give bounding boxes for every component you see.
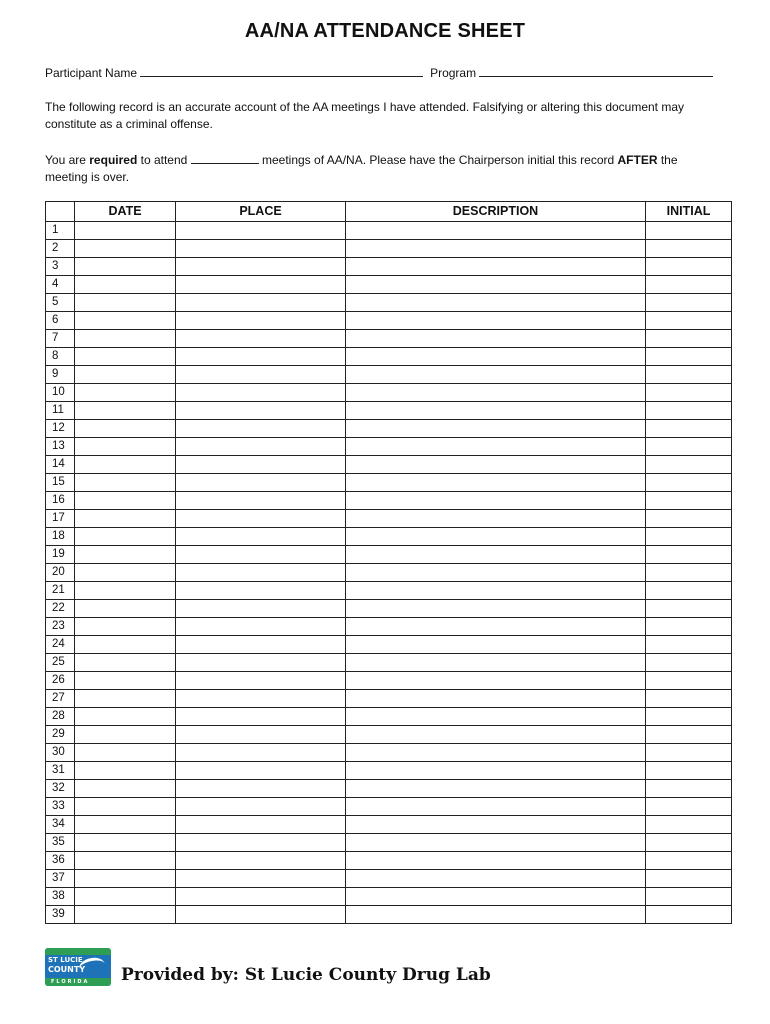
initial-cell[interactable] — [646, 636, 732, 654]
description-cell[interactable] — [346, 294, 646, 312]
date-cell[interactable] — [75, 384, 176, 402]
table-row — [46, 906, 732, 924]
description-cell[interactable] — [346, 510, 646, 528]
description-cell[interactable] — [346, 672, 646, 690]
table-row — [46, 798, 732, 816]
date-cell[interactable] — [75, 366, 176, 384]
date-cell[interactable] — [75, 582, 176, 600]
date-cell[interactable] — [75, 654, 176, 672]
attendance-table — [45, 201, 732, 924]
place-cell[interactable] — [176, 870, 346, 888]
initial-cell[interactable] — [646, 870, 732, 888]
description-cell[interactable] — [346, 582, 646, 600]
table-row — [46, 402, 732, 420]
table-row — [46, 474, 732, 492]
date-cell[interactable] — [75, 870, 176, 888]
row-number: 17 — [46, 510, 75, 528]
initial-cell[interactable] — [646, 582, 732, 600]
row-number: 7 — [46, 330, 75, 348]
initial-cell[interactable] — [646, 600, 732, 618]
row-number: 32 — [46, 780, 75, 798]
notice-text — [45, 99, 735, 133]
initial-cell[interactable] — [646, 258, 732, 276]
program-label: Program — [430, 66, 477, 80]
place-cell[interactable] — [176, 492, 346, 510]
place-cell[interactable] — [176, 690, 346, 708]
place-cell[interactable] — [176, 348, 346, 366]
row-number: 19 — [46, 546, 75, 564]
description-cell[interactable] — [346, 420, 646, 438]
row-number: 13 — [46, 438, 75, 456]
description-cell[interactable] — [346, 546, 646, 564]
initial-cell[interactable] — [646, 366, 732, 384]
place-cell[interactable] — [176, 330, 346, 348]
table-row — [46, 726, 732, 744]
place-cell[interactable] — [176, 618, 346, 636]
place-cell[interactable] — [176, 312, 346, 330]
description-cell[interactable] — [346, 258, 646, 276]
table-row — [46, 744, 732, 762]
place-cell[interactable] — [176, 366, 346, 384]
table-row — [46, 366, 732, 384]
row-number: 15 — [46, 474, 75, 492]
date-cell[interactable] — [75, 780, 176, 798]
initial-cell[interactable] — [646, 762, 732, 780]
description-cell[interactable] — [346, 744, 646, 762]
header-number — [46, 202, 75, 222]
place-cell[interactable] — [176, 636, 346, 654]
description-cell[interactable] — [346, 906, 646, 924]
requirement-text — [45, 151, 735, 186]
program-field[interactable] — [479, 64, 713, 77]
row-number: 1 — [46, 222, 75, 240]
description-cell[interactable] — [346, 726, 646, 744]
date-cell[interactable] — [75, 726, 176, 744]
row-number: 30 — [46, 744, 75, 762]
description-cell[interactable] — [346, 888, 646, 906]
initial-cell[interactable] — [646, 690, 732, 708]
place-cell[interactable] — [176, 438, 346, 456]
place-cell[interactable] — [176, 798, 346, 816]
table-row — [46, 870, 732, 888]
initial-cell[interactable] — [646, 456, 732, 474]
row-number: 31 — [46, 762, 75, 780]
description-cell[interactable] — [346, 834, 646, 852]
date-cell[interactable] — [75, 708, 176, 726]
row-number: 36 — [46, 852, 75, 870]
table-row — [46, 762, 732, 780]
date-cell[interactable] — [75, 618, 176, 636]
description-cell[interactable] — [346, 438, 646, 456]
place-cell[interactable] — [176, 276, 346, 294]
date-cell[interactable] — [75, 600, 176, 618]
description-cell[interactable] — [346, 780, 646, 798]
row-number: 23 — [46, 618, 75, 636]
initial-cell[interactable] — [646, 546, 732, 564]
description-cell[interactable] — [346, 276, 646, 294]
table-row — [46, 528, 732, 546]
row-number: 39 — [46, 906, 75, 924]
place-cell[interactable] — [176, 654, 346, 672]
date-cell[interactable] — [75, 564, 176, 582]
date-cell[interactable] — [75, 420, 176, 438]
date-cell[interactable] — [75, 762, 176, 780]
requirement-line-1 — [45, 151, 735, 169]
date-cell[interactable] — [75, 690, 176, 708]
description-cell[interactable] — [346, 330, 646, 348]
table-row — [46, 852, 732, 870]
date-cell[interactable] — [75, 456, 176, 474]
row-number: 16 — [46, 492, 75, 510]
place-cell[interactable] — [176, 510, 346, 528]
description-cell[interactable] — [346, 636, 646, 654]
initial-cell[interactable] — [646, 744, 732, 762]
row-number: 18 — [46, 528, 75, 546]
place-cell[interactable] — [176, 294, 346, 312]
initial-cell[interactable] — [646, 492, 732, 510]
requirement-post: the — [657, 153, 678, 167]
row-number: 33 — [46, 798, 75, 816]
description-cell[interactable] — [346, 870, 646, 888]
table-row — [46, 294, 732, 312]
table-row — [46, 222, 732, 240]
row-number: 35 — [46, 834, 75, 852]
description-cell[interactable] — [346, 222, 646, 240]
row-number: 26 — [46, 672, 75, 690]
initial-cell[interactable] — [646, 888, 732, 906]
table-row — [46, 330, 732, 348]
place-cell[interactable] — [176, 258, 346, 276]
requirement-mid-2: meetings of AA/NA. Please have the Chairperson initial this record — [258, 153, 618, 167]
row-number: 21 — [46, 582, 75, 600]
initial-cell[interactable] — [646, 528, 732, 546]
row-number: 24 — [46, 636, 75, 654]
place-cell[interactable] — [176, 582, 346, 600]
header-initial: INITIAL — [646, 202, 732, 222]
place-cell[interactable] — [176, 528, 346, 546]
description-cell[interactable] — [346, 348, 646, 366]
date-cell[interactable] — [75, 474, 176, 492]
place-cell[interactable] — [176, 222, 346, 240]
place-cell[interactable] — [176, 546, 346, 564]
date-cell[interactable] — [75, 492, 176, 510]
table-row — [46, 816, 732, 834]
row-number: 20 — [46, 564, 75, 582]
date-cell[interactable] — [75, 438, 176, 456]
place-cell[interactable] — [176, 474, 346, 492]
place-cell[interactable] — [176, 834, 346, 852]
initial-cell[interactable] — [646, 798, 732, 816]
description-cell[interactable] — [346, 618, 646, 636]
table-row — [46, 618, 732, 636]
table-row — [46, 456, 732, 474]
row-number: 37 — [46, 870, 75, 888]
initial-cell[interactable] — [646, 708, 732, 726]
requirement-line-2: meeting is over. — [45, 170, 130, 184]
date-cell[interactable] — [75, 312, 176, 330]
required-emphasis: required — [89, 153, 138, 167]
table-row — [46, 258, 732, 276]
date-cell[interactable] — [75, 744, 176, 762]
initial-cell[interactable] — [646, 402, 732, 420]
description-cell[interactable] — [346, 852, 646, 870]
notice-line-2: constitute as a criminal offense. — [45, 117, 213, 131]
date-cell[interactable] — [75, 240, 176, 258]
st-lucie-county-logo: ST LUCIE COUNTY FLORIDA — [45, 948, 111, 986]
date-cell[interactable] — [75, 348, 176, 366]
participant-line — [45, 64, 735, 82]
participant-name-field[interactable] — [140, 64, 423, 77]
row-number: 3 — [46, 258, 75, 276]
row-number: 28 — [46, 708, 75, 726]
place-cell[interactable] — [176, 384, 346, 402]
table-row — [46, 492, 732, 510]
table-row — [46, 690, 732, 708]
table-row — [46, 888, 732, 906]
description-cell[interactable] — [346, 366, 646, 384]
table-row — [46, 348, 732, 366]
initial-cell[interactable] — [646, 276, 732, 294]
table-row — [46, 582, 732, 600]
row-number: 34 — [46, 816, 75, 834]
place-cell[interactable] — [176, 888, 346, 906]
initial-cell[interactable] — [646, 312, 732, 330]
table-row — [46, 672, 732, 690]
place-cell[interactable] — [176, 762, 346, 780]
initial-cell[interactable] — [646, 618, 732, 636]
place-cell[interactable] — [176, 240, 346, 258]
table-row — [46, 312, 732, 330]
initial-cell[interactable] — [646, 780, 732, 798]
after-emphasis: AFTER — [617, 153, 658, 167]
table-row — [46, 780, 732, 798]
place-cell[interactable] — [176, 402, 346, 420]
date-cell[interactable] — [75, 798, 176, 816]
initial-cell[interactable] — [646, 834, 732, 852]
date-cell[interactable] — [75, 852, 176, 870]
place-cell[interactable] — [176, 600, 346, 618]
requirement-pre: You are — [45, 153, 90, 167]
place-cell[interactable] — [176, 456, 346, 474]
description-cell[interactable] — [346, 402, 646, 420]
header-place: PLACE — [176, 202, 346, 222]
table-row — [46, 420, 732, 438]
date-cell[interactable] — [75, 222, 176, 240]
date-cell[interactable] — [75, 276, 176, 294]
description-cell[interactable] — [346, 312, 646, 330]
place-cell[interactable] — [176, 420, 346, 438]
place-cell[interactable] — [176, 672, 346, 690]
place-cell[interactable] — [176, 708, 346, 726]
requirement-mid-1: to attend — [137, 153, 191, 167]
description-cell[interactable] — [346, 528, 646, 546]
description-cell[interactable] — [346, 816, 646, 834]
place-cell[interactable] — [176, 726, 346, 744]
description-cell[interactable] — [346, 240, 646, 258]
description-cell[interactable] — [346, 762, 646, 780]
initial-cell[interactable] — [646, 330, 732, 348]
date-cell[interactable] — [75, 510, 176, 528]
initial-cell[interactable] — [646, 384, 732, 402]
row-number: 10 — [46, 384, 75, 402]
initial-cell[interactable] — [646, 654, 732, 672]
place-cell[interactable] — [176, 816, 346, 834]
date-cell[interactable] — [75, 888, 176, 906]
row-number: 27 — [46, 690, 75, 708]
description-cell[interactable] — [346, 798, 646, 816]
initial-cell[interactable] — [646, 564, 732, 582]
date-cell[interactable] — [75, 402, 176, 420]
description-cell[interactable] — [346, 492, 646, 510]
description-cell[interactable] — [346, 456, 646, 474]
description-cell[interactable] — [346, 474, 646, 492]
date-cell[interactable] — [75, 258, 176, 276]
row-number: 12 — [46, 420, 75, 438]
table-row — [46, 654, 732, 672]
initial-cell[interactable] — [646, 852, 732, 870]
date-cell[interactable] — [75, 834, 176, 852]
place-cell[interactable] — [176, 852, 346, 870]
date-cell[interactable] — [75, 816, 176, 834]
table-row — [46, 564, 732, 582]
place-cell[interactable] — [176, 906, 346, 924]
provided-by-text: Provided by: St Lucie County Drug Lab — [121, 965, 491, 985]
table-row — [46, 708, 732, 726]
place-cell[interactable] — [176, 780, 346, 798]
row-number: 11 — [46, 402, 75, 420]
initial-cell[interactable] — [646, 906, 732, 924]
initial-cell[interactable] — [646, 420, 732, 438]
footer — [45, 946, 645, 996]
table-row — [46, 600, 732, 618]
row-number: 8 — [46, 348, 75, 366]
required-meetings-field[interactable] — [191, 151, 259, 164]
date-cell[interactable] — [75, 528, 176, 546]
table-header-row — [46, 202, 732, 222]
initial-cell[interactable] — [646, 816, 732, 834]
date-cell[interactable] — [75, 636, 176, 654]
initial-cell[interactable] — [646, 294, 732, 312]
table-row — [46, 636, 732, 654]
row-number: 9 — [46, 366, 75, 384]
description-cell[interactable] — [346, 384, 646, 402]
notice-line-1: The following record is an accurate account of the AA meetings I have attended. Falsifying or altering this document may — [45, 100, 685, 114]
row-number: 38 — [46, 888, 75, 906]
table-row — [46, 438, 732, 456]
row-number: 2 — [46, 240, 75, 258]
table-row — [46, 240, 732, 258]
place-cell[interactable] — [176, 744, 346, 762]
table-row — [46, 546, 732, 564]
initial-cell[interactable] — [646, 510, 732, 528]
initial-cell[interactable] — [646, 726, 732, 744]
table-row — [46, 510, 732, 528]
participant-name-label: Participant Name — [45, 66, 138, 80]
table-row — [46, 834, 732, 852]
place-cell[interactable] — [176, 564, 346, 582]
row-number: 22 — [46, 600, 75, 618]
description-cell[interactable] — [346, 600, 646, 618]
description-cell[interactable] — [346, 690, 646, 708]
description-cell[interactable] — [346, 654, 646, 672]
date-cell[interactable] — [75, 672, 176, 690]
description-cell[interactable] — [346, 708, 646, 726]
initial-cell[interactable] — [646, 222, 732, 240]
row-number: 6 — [46, 312, 75, 330]
header-date: DATE — [75, 202, 176, 222]
row-number: 5 — [46, 294, 75, 312]
header-description: DESCRIPTION — [346, 202, 646, 222]
row-number: 29 — [46, 726, 75, 744]
table-row — [46, 384, 732, 402]
row-number: 25 — [46, 654, 75, 672]
row-number: 4 — [46, 276, 75, 294]
initial-cell[interactable] — [646, 348, 732, 366]
page-title: AA/NA ATTENDANCE SHEET — [244, 20, 526, 42]
row-number: 14 — [46, 456, 75, 474]
date-cell[interactable] — [75, 330, 176, 348]
initial-cell[interactable] — [646, 240, 732, 258]
date-cell[interactable] — [75, 546, 176, 564]
initial-cell[interactable] — [646, 438, 732, 456]
description-cell[interactable] — [346, 564, 646, 582]
date-cell[interactable] — [75, 906, 176, 924]
initial-cell[interactable] — [646, 672, 732, 690]
initial-cell[interactable] — [646, 474, 732, 492]
table-row — [46, 276, 732, 294]
date-cell[interactable] — [75, 294, 176, 312]
